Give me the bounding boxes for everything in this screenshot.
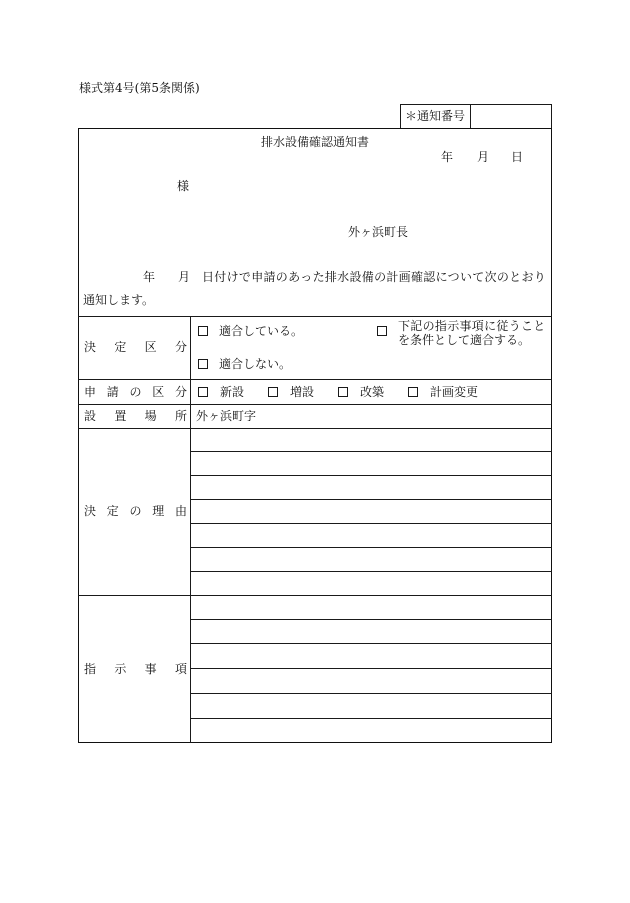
label-char: 指: [84, 662, 97, 676]
option-conforms: 適合している。: [219, 324, 304, 338]
date-year: 年: [441, 150, 454, 164]
notice-number-divider: [470, 105, 471, 128]
row-divider: [78, 595, 552, 596]
writing-line: [190, 619, 552, 620]
reason-label: [84, 504, 187, 518]
checkbox-plan-change[interactable]: [408, 387, 418, 397]
checkbox-extension[interactable]: [268, 387, 278, 397]
checkbox-conforms[interactable]: [198, 326, 208, 336]
label-char: 区: [152, 385, 165, 399]
intro-year: 年: [143, 270, 156, 284]
option-extension: 増設: [290, 385, 315, 399]
option-plan-change: 計画変更: [430, 385, 479, 399]
label-char: 項: [174, 662, 187, 676]
writing-line: [190, 547, 552, 548]
application-type-label: [84, 385, 187, 399]
label-char: 事: [144, 662, 157, 676]
label-char: 設: [84, 409, 97, 423]
option-not-conforms: 適合しない。: [219, 357, 292, 371]
checkbox-not-conforms[interactable]: [198, 359, 208, 369]
label-char: 決: [84, 504, 97, 518]
label-char: 置: [114, 409, 127, 423]
writing-line: [190, 523, 552, 524]
label-char: 決: [84, 340, 97, 354]
checkbox-conditional[interactable]: [377, 326, 387, 336]
label-char: 分: [174, 385, 187, 399]
writing-line: [190, 643, 552, 644]
option-new: 新設: [220, 385, 245, 399]
form-number: 様式第4号(第5条関係): [79, 81, 200, 95]
label-char: 区: [144, 340, 157, 354]
label-char: 定: [106, 504, 119, 518]
label-char: 由: [174, 504, 187, 518]
label-char: 場: [144, 409, 157, 423]
label-char: 理: [152, 504, 165, 518]
notice-number-label: ＊通知番号: [405, 109, 466, 123]
writing-line: [190, 499, 552, 500]
writing-line: [190, 668, 552, 669]
checkbox-rebuild[interactable]: [338, 387, 348, 397]
document-title: 排水設備確認通知書: [260, 135, 369, 149]
row-divider: [78, 404, 552, 405]
location-label: [84, 409, 187, 423]
writing-line: [190, 451, 552, 452]
label-char: の: [129, 385, 142, 399]
option-conditional-line1: 下記の指示事項に従うこと: [398, 319, 546, 333]
date-day: 日: [511, 150, 524, 164]
location-value: 外ヶ浜町字: [196, 409, 257, 423]
option-conditional-line2: を条件として適合する。: [398, 333, 531, 347]
label-char: 定: [114, 340, 127, 354]
intro-text-line2: 通知します。: [83, 293, 155, 307]
checkbox-new[interactable]: [198, 387, 208, 397]
row-divider: [78, 316, 552, 317]
label-char: 請: [106, 385, 119, 399]
label-char: の: [129, 504, 142, 518]
label-char: 分: [174, 340, 187, 354]
intro-month: 月: [178, 270, 191, 284]
notice-number-value[interactable]: [475, 109, 547, 123]
intro-text-line1: 日付けで申請のあった排水設備の計画確認について次のとおり: [202, 270, 547, 284]
writing-line: [190, 693, 552, 694]
row-divider: [78, 379, 552, 380]
issuer-name: 外ヶ浜町長: [348, 225, 409, 239]
addressee-suffix: 様: [177, 179, 190, 193]
label-char: 示: [114, 662, 127, 676]
label-char: 所: [174, 409, 187, 423]
writing-line: [190, 475, 552, 476]
decision-label: [84, 340, 187, 354]
writing-line: [190, 571, 552, 572]
instructions-label: [84, 662, 187, 676]
label-char: 申: [84, 385, 97, 399]
option-rebuild: 改築: [360, 385, 385, 399]
writing-line: [190, 718, 552, 719]
date-month: 月: [477, 150, 490, 164]
column-divider: [190, 316, 191, 743]
row-divider: [78, 428, 552, 429]
form-table: [78, 128, 552, 743]
